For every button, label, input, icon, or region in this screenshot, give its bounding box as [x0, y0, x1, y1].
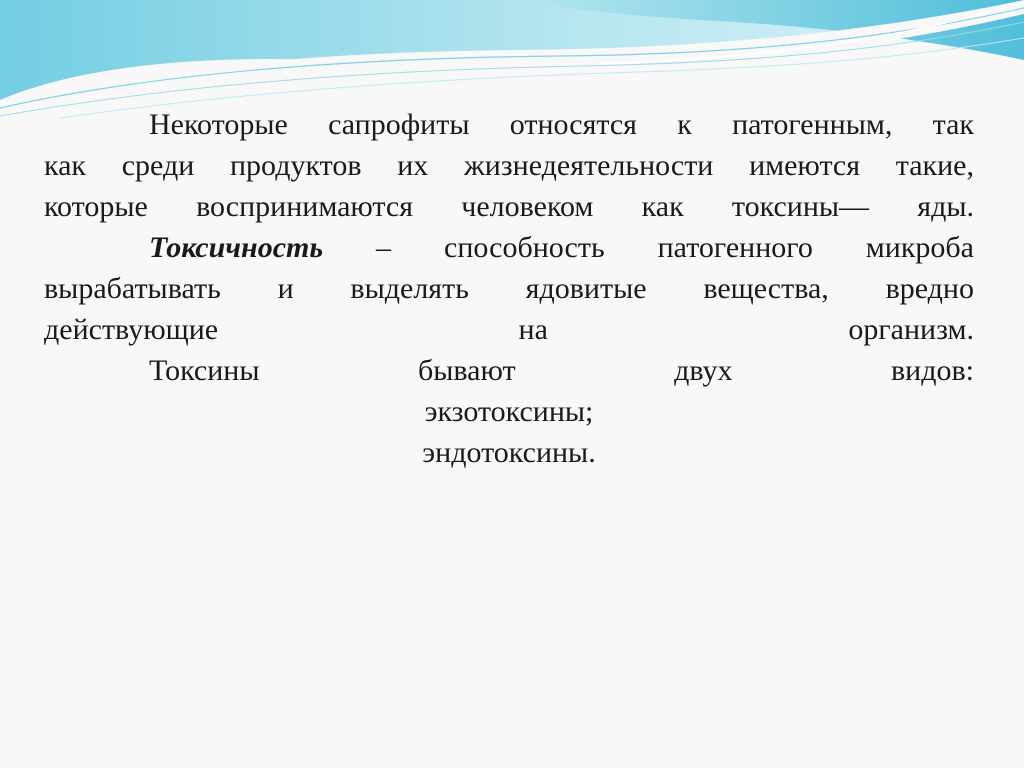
type-item-endotoxins: эндотоксины. [422, 436, 596, 469]
type-item-exotoxins: экзотоксины; [424, 395, 594, 428]
definition-line-1 [44, 227, 974, 268]
text-line-2: как среди продуктов их жизнедеятельности имеются такие, [44, 149, 974, 182]
text-line-3: которые воспринимаются человеком как токсины— яды. [44, 190, 974, 223]
definition-term: Токсичность [149, 231, 324, 264]
types-intro: Токсины бывают двух видов: [149, 354, 974, 387]
definition-text-1: – способность патогенного микроба [323, 231, 974, 264]
text-line-1: Некоторые сапрофиты относятся к патогенным, так [149, 108, 974, 141]
definition-line-2: вырабатывать и выделять ядовитые вещества, вредно [44, 272, 974, 305]
slide-body-text [44, 104, 974, 473]
definition-line-3: действующие на организм. [44, 313, 974, 346]
